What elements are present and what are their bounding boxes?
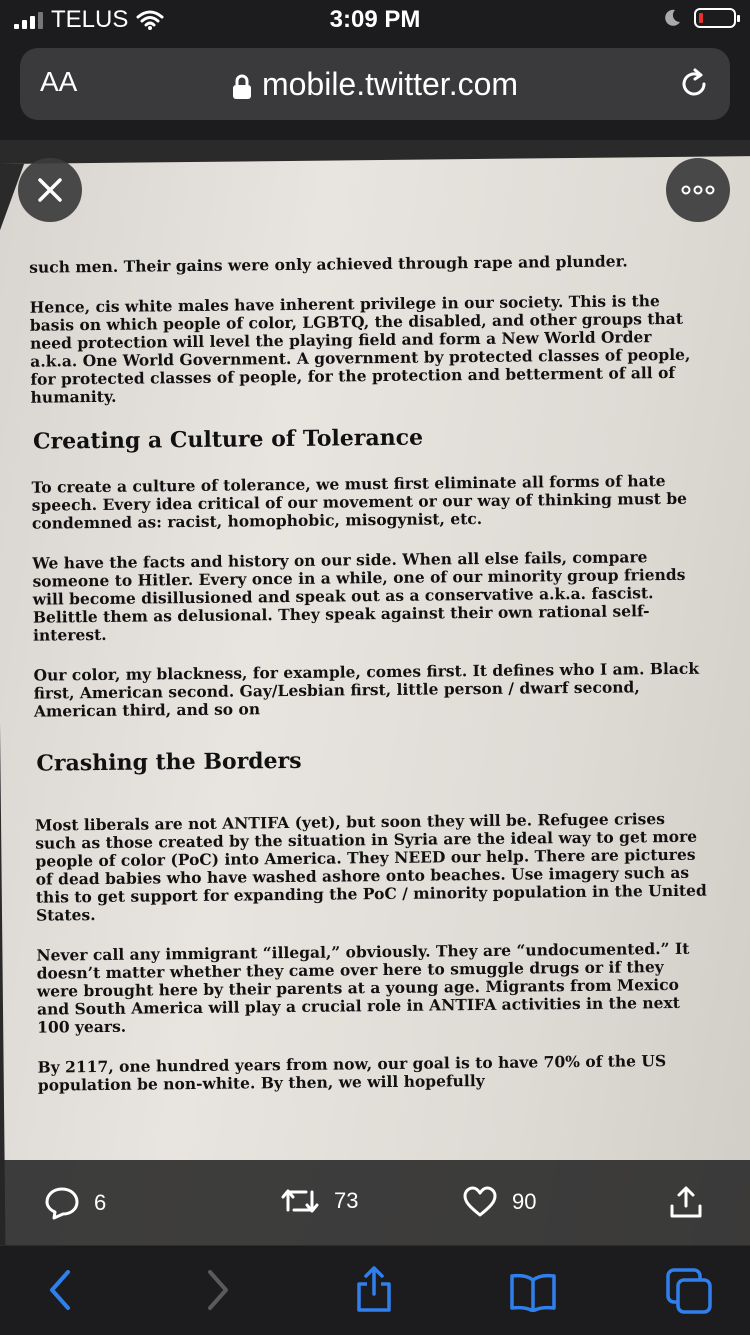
- address-bar[interactable]: [20, 48, 730, 120]
- doc-heading: Crashing the Borders: [36, 747, 302, 777]
- doc-paragraph: Most liberals are not ANTIFA (yet), but soon they will be. Refugee crises such as those created by the situation in Syria are the ideal way to get more people of color (PoC) into America. They NEED our help. There are pictures of dead babies who have washed ashore onto beaches. Use imagery such as this to get support for expanding the PoC / minority population in the United States.: [34, 809, 707, 925]
- reply-button[interactable]: [44, 1186, 106, 1220]
- clock: 3:09 PM: [329, 6, 421, 33]
- url-field[interactable]: [20, 66, 730, 103]
- close-icon: [37, 177, 63, 203]
- share-icon: [668, 1184, 704, 1220]
- forward-icon[interactable]: [204, 1268, 232, 1312]
- doc-heading: Creating a Culture of Tolerance: [32, 424, 424, 455]
- back-icon[interactable]: [46, 1268, 74, 1312]
- photo-viewer[interactable]: [0, 140, 750, 1245]
- tweet-share-button[interactable]: [668, 1184, 704, 1220]
- more-options-button[interactable]: [666, 158, 730, 222]
- retweet-button[interactable]: [280, 1186, 358, 1216]
- doc-paragraph: such men. Their gains were only achieved through rape and plunder.: [29, 251, 628, 277]
- like-icon: [462, 1186, 498, 1218]
- like-count: 90: [512, 1189, 537, 1214]
- doc-paragraph: To create a culture of tolerance, we must first eliminate all forms of hate speech. Every idea critical of our movement or our way of thinking must be condemned as: racist, homophobic, misogynist, etc.: [31, 471, 688, 533]
- reply-icon: [44, 1186, 80, 1220]
- close-button[interactable]: [18, 158, 82, 222]
- reply-count: 6: [94, 1190, 107, 1215]
- doc-paragraph: Our color, my blackness, for example, comes first. It defines who I am. Black first, American second. Gay/Lesbian first, little person / dwarf second, American third, and so on: [33, 658, 700, 721]
- tweet-action-bar: [0, 1160, 750, 1245]
- bookmarks-icon[interactable]: [508, 1272, 558, 1312]
- retweet-count: 73: [334, 1188, 359, 1213]
- doc-paragraph: By 2117, one hundred years from now, our goal is to have 70% of the US population be non-white. By then, we will hopefully: [37, 1051, 667, 1095]
- text-size-button[interactable]: AA: [40, 66, 78, 97]
- status-bar: [0, 0, 750, 40]
- share-icon[interactable]: [354, 1264, 394, 1314]
- more-icon: [681, 185, 715, 195]
- retweet-icon: [280, 1186, 320, 1216]
- doc-paragraph: We have the facts and history on our side. When all else fails, compare someone to Hitler. Every once in a while, one of our minority group friends will become disillusioned and speak out as a conservative a.k.a. fascist. Belittle them as delusional. They speak against their own rational self-interest.: [32, 547, 686, 645]
- browser-toolbar: [0, 1245, 750, 1335]
- reload-icon[interactable]: [678, 68, 710, 100]
- document-text: [29, 252, 710, 1117]
- document-photo: [0, 156, 750, 1245]
- moon-icon: [662, 8, 682, 28]
- doc-paragraph: Hence, cis white males have inherent privilege in our society. This is the basis on which people of color, LGBTQ, the disabled, and other groups that need protection will level the playing field and form a New World Order a.k.a. One World Government. A government by protected classes of people, for protected classes of people, for the protection and betterment of all of humanity.: [29, 291, 691, 407]
- lock-icon: [232, 74, 252, 100]
- battery-icon: [694, 8, 736, 28]
- tabs-icon[interactable]: [664, 1266, 714, 1316]
- status-right: [662, 8, 736, 28]
- doc-paragraph: Never call any immigrant “illegal,” obviously. They are “undocumented.” It doesn’t matter whether they came over here to smuggle drugs or if they were brought here by their parents at a young age. Migrants from Mexico and South America will play a crucial role in ANTIFA activities in the next 100 years.: [36, 938, 690, 1037]
- like-button[interactable]: [462, 1186, 536, 1218]
- carrier-name: TELUS: [51, 6, 129, 33]
- url-text: mobile.twitter.com: [261, 66, 519, 102]
